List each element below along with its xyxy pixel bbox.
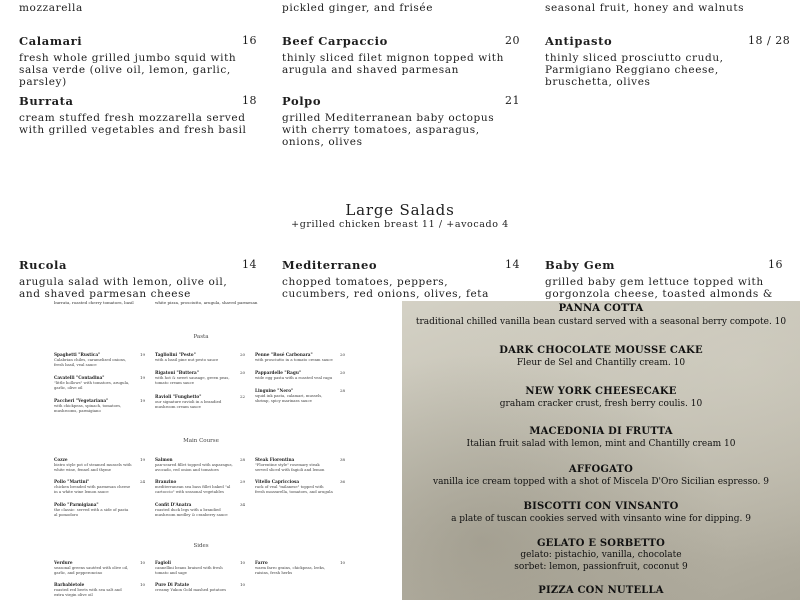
mini-item-desc: with hot & sweet sausage, green peas, tomato cream sauce [155, 375, 230, 385]
item-price: 18 / 28 [748, 34, 791, 47]
mini-item-price: 20 [240, 370, 246, 375]
mini-item-price: 36 [340, 479, 346, 484]
clip-text-col1: mozzarella [19, 2, 83, 14]
mini-item-price: 22 [240, 394, 246, 399]
item-name: Calamari [19, 34, 83, 48]
dessert-menu-photo [402, 301, 800, 600]
mini-item-desc: "Florentine style" rosemary steak served sliced with fagioli and lemon [255, 462, 325, 472]
menu-item-burrata [19, 94, 251, 136]
item-price: 18 [242, 94, 257, 107]
mini-top-line: burrata, roasted cherry tomatoes, basil [54, 300, 134, 305]
mini-item-name: Verdure [54, 560, 73, 565]
mini-item-desc: cannellini beans braised with fresh tomato and sage [155, 565, 223, 575]
dessert-desc: a plate of tuscan cookies served with vinsanto wine for dipping. 9 [451, 514, 751, 524]
mini-item-desc: the classic: served with a side of pasta al pomodoro [54, 507, 129, 517]
menu-item-polpo [282, 94, 514, 148]
item-price: 16 [242, 34, 257, 47]
dessert-name: NEW YORK CHEESECAKE [525, 386, 677, 397]
mini-item-desc: with a basil pine nut pesto sauce [155, 357, 219, 362]
item-name: Polpo [282, 94, 322, 108]
mini-item-desc: squid ink pasta, calamari, mussels, shrimp, spicy marinara sauce [255, 393, 323, 403]
mini-item-desc: chicken breaded with parmesan cheese in a white wine lemon sauce [54, 484, 131, 494]
mini-item-desc: rack of veal "milanese" topped with fresh mozzarella, tomatoes, and arugula [255, 484, 333, 494]
mini-item-desc: seasonal greens sautéed with olive oil, garlic, and pepperoncino [54, 565, 129, 575]
dessert-desc: traditional chilled vanilla bean custard served with a seasonal berry compote. 10 [415, 317, 787, 327]
clip-text-col3: seasonal fruit, honey and walnuts [545, 2, 745, 14]
item-desc: cream stuffed fresh mozzarella served with grilled vegetables and fresh basil [19, 112, 247, 136]
mini-item-name: Paccheri "Vegetariana" [54, 398, 109, 403]
mini-item-price: 19 [140, 352, 146, 357]
mini-item-price: 10 [240, 560, 246, 565]
dessert-desc: vanilla ice cream topped with a shot of Miscela D'Oro Sicilian espresso. 9 [432, 477, 769, 487]
menu-item-mediterraneo [282, 258, 514, 300]
clip-text-col2: pickled ginger, and frisée [282, 2, 434, 14]
mini-item-price: 19 [140, 375, 146, 380]
mini-item-name: Steak Fiorentina [255, 457, 295, 462]
mini-item-desc: warm farro grains, chickpeas, leeks, raisins, fresh herbs [255, 565, 326, 575]
item-name: Mediterraneo [282, 258, 378, 272]
small-menu-thumbnail [0, 298, 402, 600]
mini-top-line: white pizza, prosciutto, arugula, shaved parmesan [155, 300, 258, 305]
mini-item-name: Fagioli [155, 560, 171, 565]
mini-item-desc: with chickpeas, spinach, tomatoes, mushrooms, parmigiano [54, 403, 122, 413]
mini-item-desc: wide egg pasta with a roasted veal ragu [255, 375, 333, 380]
mini-section-sides: Sides [193, 543, 209, 549]
mini-item-price: 24 [140, 479, 146, 484]
item-desc: chopped tomatoes, peppers, cucumbers, red onions, olives, feta [282, 276, 489, 300]
item-desc: grilled Mediterranean baby octopus with cherry tomatoes, asparagus, onions, olives [282, 112, 495, 148]
mini-item-price: 10 [140, 560, 146, 565]
mini-item-desc: bistro style pot of steamed mussels with white wine, fennel and thyme [54, 462, 132, 472]
mini-item-name: Vitello Capricciosa [255, 479, 300, 484]
mini-item-name: Cozze [54, 457, 68, 462]
menu-item-beef-carpaccio [282, 34, 514, 76]
mini-item-name: Tagliolini "Pesto" [155, 352, 196, 357]
mini-item-desc: "little hollows" with tomatoes, arugula, garlic, olive oil [54, 380, 130, 390]
mini-item-name: Branzino [155, 479, 177, 484]
item-price: 14 [242, 258, 257, 271]
mini-item-name: Cavatelli "Contadina" [54, 375, 105, 380]
mini-item-name: Salmon [155, 457, 173, 462]
mini-item-name: Barbabietole [54, 582, 85, 587]
item-name: Beef Carpaccio [282, 34, 388, 48]
menu-item-calamari [19, 34, 251, 88]
mini-item-desc: Calabrian chiles, caramelized onions, fresh basil, veal sauce [54, 357, 127, 367]
mini-item-name: Spaghetti "Rustica" [54, 352, 101, 357]
dessert-name: MACEDONIA DI FRUTTA [529, 426, 673, 437]
mini-item-name: Farro [255, 560, 268, 565]
mini-item-desc: pan-seared fillet topped with asparagus, avocado, red onion and tomatoes [155, 462, 233, 472]
menu-item-antipasto [545, 34, 777, 88]
dessert-desc: graham cracker crust, fresh berry coulis. 10 [499, 399, 703, 409]
mini-item-name: Pappardelle "Ragu" [255, 370, 302, 375]
item-price: 14 [505, 258, 520, 271]
mini-item-name: Penne "Rosé Carbonara" [255, 352, 313, 357]
item-desc: thinly sliced filet mignon topped with arugula and shaved parmesan [282, 52, 504, 76]
item-desc: arugula salad with lemon, olive oil, and shaved parmesan cheese [19, 276, 228, 300]
item-desc: grilled baby gem lettuce topped with gorgonzola cheese, toasted almonds & [545, 276, 773, 300]
item-name: Burrata [19, 94, 74, 108]
mini-item-name: Pollo "Martini" [54, 479, 90, 484]
dessert-desc: gelato: pistachio, vanilla, chocolate [520, 550, 682, 560]
mini-item-price: 10 [340, 560, 346, 565]
dessert-desc-2: sorbet: lemon, passionfruit, coconut 9 [514, 562, 688, 572]
mini-item-name: Ravioli "Funghetto" [155, 394, 202, 399]
dessert-name: DARK CHOCOLATE MOUSSE CAKE [499, 345, 703, 356]
mini-item-price: 19 [140, 398, 146, 403]
item-price: 20 [505, 34, 520, 47]
mini-item-name: Rigatoni "Buttera" [155, 370, 199, 375]
section-title-large-salads: Large Salads [345, 201, 455, 219]
mini-section-pasta: Pasta [193, 334, 209, 340]
mini-item-name: Pure Di Patate [155, 582, 190, 587]
mini-item-price: 10 [240, 582, 246, 587]
mini-item-price: 28 [240, 457, 246, 462]
mini-item-price: 20 [240, 352, 246, 357]
dessert-name: GELATO E SORBETTO [536, 538, 666, 549]
mini-item-desc: our signature ravioli in a brandied mushroom cream sauce [155, 399, 222, 409]
item-name: Baby Gem [545, 258, 616, 272]
item-name: Antipasto [545, 34, 613, 48]
dessert-desc: Italian fruit salad with lemon, mint and Chantilly cream 10 [466, 439, 736, 449]
mini-section-main-course: Main Course [183, 438, 219, 444]
mini-item-name: Confit D'Anatra [155, 502, 192, 507]
mini-item-price: 28 [340, 388, 346, 393]
mini-item-price: 10 [140, 582, 146, 587]
item-desc: thinly sliced prosciutto crudu, Parmigiano Reggiano cheese, bruschetta, olives [545, 52, 724, 88]
item-price: 21 [505, 94, 520, 107]
mini-item-price: 34 [240, 502, 246, 507]
item-price: 16 [768, 258, 783, 271]
mini-item-desc: roasted duck legs with a brandied mushroom medley & cranberry sauce [155, 507, 228, 517]
dessert-desc: Fleur de Sel and Chantilly cream. 10 [516, 358, 686, 368]
item-desc: fresh whole grilled jumbo squid with salsa verde (olive oil, lemon, garlic, parsley) [19, 52, 237, 88]
dessert-name: PANNA COTTA [558, 303, 644, 314]
dessert-name: PIZZA CON NUTELLA [538, 585, 664, 596]
mini-item-price: 38 [340, 457, 346, 462]
menu-item-rucola [19, 258, 251, 300]
mini-item-price: 20 [340, 352, 346, 357]
mini-item-desc: mediterranean sea bass fillet baked "al cartoccio" with seasonal vegetables [155, 484, 231, 494]
previous-items-clip [0, 0, 800, 16]
mini-item-price: 19 [140, 457, 146, 462]
dessert-name: AFFOGATO [568, 464, 634, 475]
menu-item-baby-gem [545, 258, 777, 300]
mini-item-price: 20 [340, 370, 346, 375]
section-subtitle: +grilled chicken breast 11 / +avocado 4 [291, 219, 509, 230]
mini-item-name: Pollo "Parmigiana" [54, 502, 99, 507]
mini-item-desc: roasted red beets with sea salt and extra virgin olive oil [54, 587, 122, 597]
dessert-name: BISCOTTI CON VINSANTO [523, 501, 679, 512]
mini-item-price: 29 [240, 479, 246, 484]
mini-item-desc: with prosciutto in a tomato cream sauce [255, 357, 333, 362]
mini-item-name: Linguine "Nero" [255, 388, 294, 393]
mini-item-desc: creamy Yukon Gold mashed potatoes [155, 587, 227, 592]
item-name: Rucola [19, 258, 68, 272]
